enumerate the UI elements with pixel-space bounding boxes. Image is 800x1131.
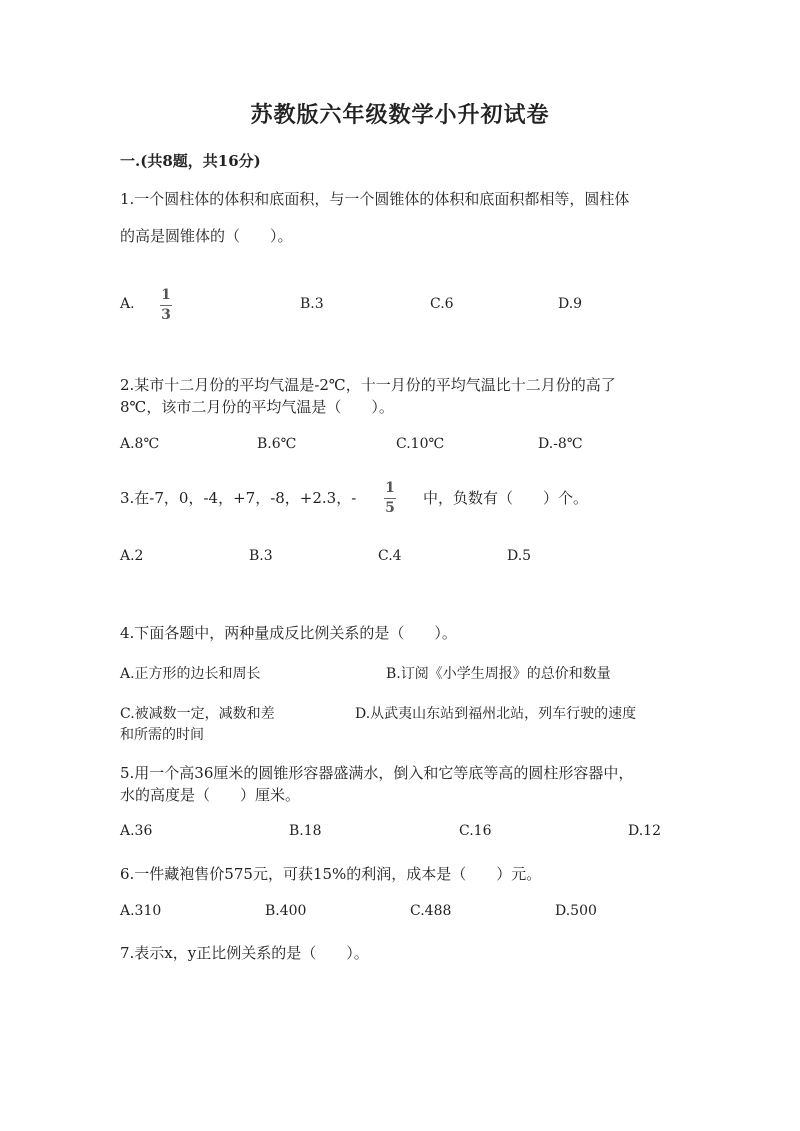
question-2-option-b: B.6℃ [257, 436, 297, 452]
page-title: 苏教版六年级数学小升初试卷 [250, 102, 550, 128]
question-3-fraction [384, 481, 396, 515]
question-1-option-a-fraction [160, 288, 172, 322]
fraction-bar [160, 305, 172, 306]
question-4-option-d-line-1: D.从武夷山东站到福州北站，列车行驶的速度 [355, 706, 637, 722]
question-6-option-b: B.400 [265, 903, 307, 919]
question-5-option-c: C.16 [459, 823, 492, 839]
question-3-option-c: C.4 [378, 548, 402, 564]
question-3-option-b: B.3 [249, 548, 273, 564]
question-6-option-a: A.310 [120, 903, 162, 919]
question-1-line-1: 1.一个圆柱体的体积和底面积，与一个圆锥体的体积和底面积都相等，圆柱体 [120, 190, 630, 208]
question-5-option-a: A.36 [120, 823, 153, 839]
question-5-line-2: 水的高度是（ ）厘米。 [120, 786, 301, 804]
question-2-line-1: 2.某市十二月份的平均气温是-2℃，十一月份的平均气温比十二月份的高了 [120, 376, 616, 394]
question-1-option-a-label: A. [120, 296, 135, 312]
fraction-bar [384, 498, 396, 499]
question-4-line-1: 4.下面各题中，两种量成反比例关系的是（ ）。 [120, 624, 457, 642]
question-1-option-d: D.9 [558, 296, 583, 312]
question-4-option-b: B.订阅《小学生周报》的总价和数量 [386, 666, 611, 682]
question-3-text-after: 中，负数有（ ）个。 [423, 489, 589, 507]
question-2-option-d: D.-8℃ [538, 436, 583, 452]
question-6-option-d: D.500 [555, 903, 597, 919]
question-4-option-a: A.正方形的边长和周长 [120, 666, 261, 682]
question-1-option-c: C.6 [430, 296, 454, 312]
question-2-line-2: 8℃，该市二月份的平均气温是（ ）。 [120, 398, 394, 416]
question-3-option-a: A.2 [120, 548, 144, 564]
question-6-line-1: 6.一件藏袍售价575元，可获15%的利润，成本是（ ）元。 [120, 865, 542, 883]
question-7-line-1: 7.表示x，y正比例关系的是（ ）。 [120, 944, 369, 962]
question-2-option-c: C.10℃ [396, 436, 445, 452]
question-6-option-c: C.488 [410, 903, 452, 919]
question-5-line-1: 5.用一个高36厘米的圆锥形容器盛满水，倒入和它等底等高的圆柱形容器中， [120, 764, 634, 782]
fraction-numerator: 1 [161, 287, 171, 303]
question-5-option-b: B.18 [289, 823, 322, 839]
section-heading: 一.(共8题，共16分) [120, 152, 261, 170]
question-1-option-b: B.3 [300, 296, 324, 312]
question-2-option-a: A.8℃ [120, 436, 160, 452]
question-4-option-c: C.被减数一定，减数和差 [120, 706, 275, 722]
fraction-denominator: 3 [161, 306, 171, 323]
question-3-text-before: 3.在-7，0，-4，+7，-8，+2.3，- [120, 489, 357, 507]
question-5-option-d: D.12 [628, 823, 661, 839]
question-4-option-d-line-2: 和所需的时间 [120, 727, 204, 743]
question-3-option-d: D.5 [507, 548, 532, 564]
fraction-denominator: 5 [385, 499, 395, 516]
question-1-line-2: 的高是圆锥体的（ ）。 [120, 227, 293, 245]
fraction-numerator: 1 [385, 480, 395, 496]
